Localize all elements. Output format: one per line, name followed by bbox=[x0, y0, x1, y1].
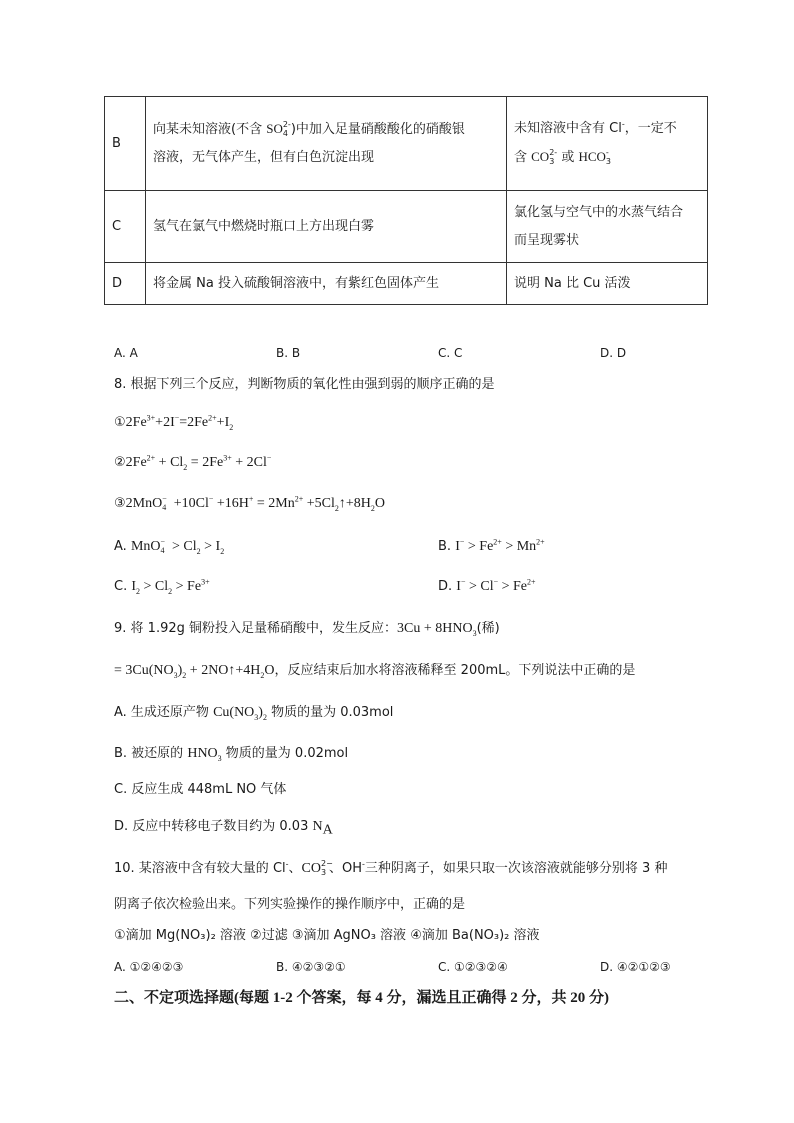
q9-stem-line2: = $3Cu(NO_3)_2$ + $2NO↑+4H_2O$，反应结束后加水将溶液稀释至 200mL。下列说法中正确的是 bbox=[114, 663, 636, 680]
row-conclusion: 说明 Na 比 Cu 活泼 bbox=[507, 263, 708, 305]
row-conclusion: 氯化氢与空气中的水蒸气结合 而呈现雾状 bbox=[507, 191, 708, 263]
row-operation: 氢气在氯气中燃烧时瓶口上方出现白雾 bbox=[146, 191, 507, 263]
row-letter: B bbox=[105, 97, 146, 191]
q8-reaction-3: ③2MnO − 4 $+10Cl^- +16H^+ = 2Mn^{2+}$ $+5Cl_2↑+8H_2O$ bbox=[114, 493, 386, 513]
q10-line1: 10. 某溶液中含有较大量的 Cl-、CO 2− 3 、OH-三种阴离子，如果只取一次该溶液就能够分别将 3 种 bbox=[114, 858, 668, 877]
q9-choice-a[interactable]: A. 生成还原产物 $Cu(NO_3)_2$ 物质的量为 0.03mol bbox=[114, 705, 394, 722]
q10-choice-d[interactable]: D. ④②①②③ bbox=[600, 960, 671, 974]
row-operation: 向某未知溶液(不含 SO 2- 4 )中加入足量硝酸酸化的硝酸银 溶液，无气体产生，但有白色沉淀出现 bbox=[146, 97, 507, 191]
q9-stem-line1: 9. 将 1.92g 铜粉投入足量稀硝酸中，发生反应：$3Cu + 8HNO_3$(稀) bbox=[114, 621, 500, 638]
q8-reaction-1: $①2Fe^{3+}+2I^-=2Fe^{2+}+I_2$ bbox=[114, 413, 234, 432]
q10-choice-b[interactable]: B. ④②③②① bbox=[276, 960, 346, 974]
q9-choice-c[interactable]: C. 反应生成 448mL NO 气体 bbox=[114, 782, 287, 797]
q8-choice-c[interactable]: C. $I_2 > Cl_2 > Fe^{3+}$ bbox=[114, 577, 210, 596]
choice-a[interactable]: A. A bbox=[114, 346, 138, 360]
table-row bbox=[105, 97, 708, 191]
row-letter: D bbox=[105, 263, 146, 305]
row-conclusion: 未知溶液中含有 Cl-，一定不 含 CO 2- 3 或 HCO - 3 bbox=[507, 97, 708, 191]
row-operation: 将金属 Na 投入硫酸铜溶液中，有紫红色固体产生 bbox=[146, 263, 507, 305]
q8-choice-a[interactable]: A. MnO − 4 > $Cl_2 > I_2$ bbox=[114, 536, 225, 556]
choice-b[interactable]: B. B bbox=[276, 346, 301, 360]
q8-choice-d[interactable]: D. $I^- > Cl^- > Fe^{2+}$ bbox=[438, 577, 536, 594]
section-heading: 二、不定项选择题(每题 1-2 个答案，每 4 分，漏选且正确得 2 分，共 20 分) bbox=[114, 990, 609, 1006]
q8-choice-b[interactable]: B. $I^- > Fe^{2+} > Mn^{2+}$ bbox=[438, 537, 545, 554]
q10-line3: ①滴加 Mg(NO₃)₂ 溶液 ②过滤 ③滴加 AgNO₃ 溶液 ④滴加 Ba(NO₃)₂ 溶液 bbox=[114, 928, 540, 943]
table-row bbox=[105, 263, 708, 305]
q8-stem: 8. 根据下列三个反应，判断物质的氧化性由强到弱的顺序正确的是 bbox=[114, 377, 495, 392]
q8-reaction-2: $②2Fe^{2+} + Cl_2 = 2Fe^{3+} + 2Cl^-$ bbox=[114, 453, 272, 472]
row-letter: C bbox=[105, 191, 146, 263]
q10-line2: 阴离子依次检验出来。下列实验操作的操作顺序中，正确的是 bbox=[114, 897, 466, 912]
q9-choice-d[interactable]: D. 反应中转移电子数目约为 0.03 $N_A$ bbox=[114, 819, 333, 838]
q9-choice-b[interactable]: B. 被还原的 $HNO_3$ 物质的量为 0.02mol bbox=[114, 746, 349, 763]
choice-c[interactable]: C. C bbox=[438, 346, 463, 360]
q10-choice-a[interactable]: A. ①②④②③ bbox=[114, 960, 184, 974]
options-table bbox=[104, 96, 708, 305]
q10-choice-c[interactable]: C. ①②③②④ bbox=[438, 960, 508, 974]
choice-d[interactable]: D. D bbox=[600, 346, 627, 360]
table-row bbox=[105, 191, 708, 263]
